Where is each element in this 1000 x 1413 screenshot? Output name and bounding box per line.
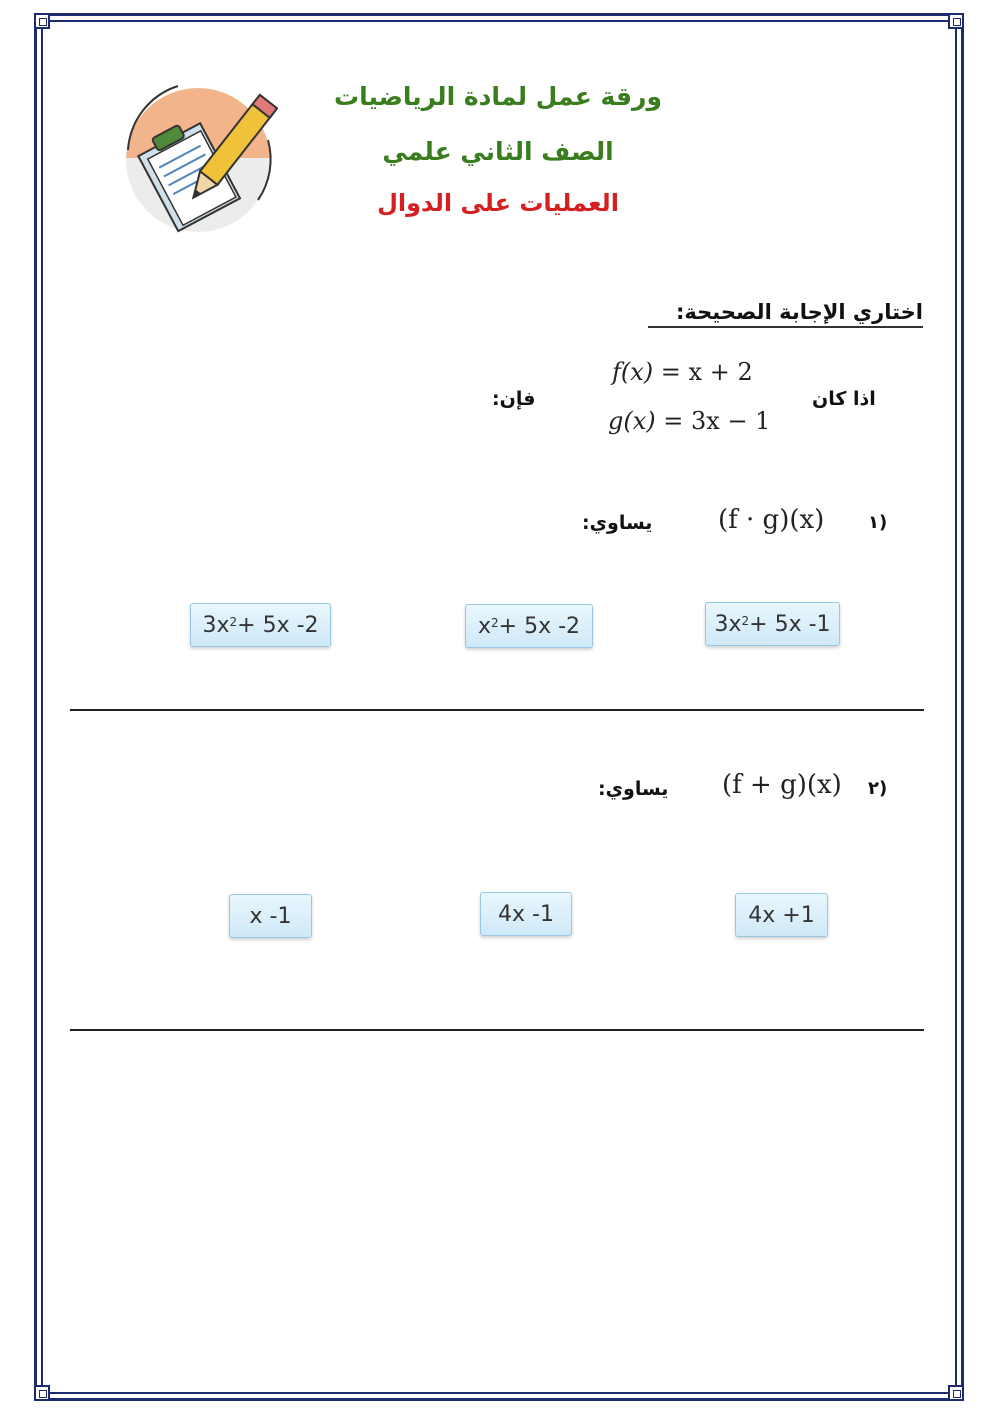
section-divider bbox=[70, 709, 924, 711]
question-2-number: ٢) bbox=[868, 778, 888, 799]
f-definition-rhs: = x + 2 bbox=[660, 358, 753, 386]
instruction-heading: اختاري الإجابة الصحيحة: bbox=[648, 300, 923, 328]
border-corner-ornament bbox=[948, 1385, 964, 1401]
border-corner-ornament bbox=[948, 13, 964, 29]
question-1-expression: (f · g)(x) bbox=[718, 505, 825, 535]
question-1-number: ١) bbox=[868, 512, 888, 533]
choice-rest: + 5x -1 bbox=[749, 611, 831, 637]
choice-base: 3x bbox=[202, 612, 230, 638]
choice-base: x bbox=[477, 613, 491, 639]
question-1-choice-2[interactable] bbox=[465, 604, 593, 648]
f-definition-lhs: f(x) bbox=[612, 358, 654, 386]
question-1-choice-1[interactable] bbox=[705, 602, 840, 646]
question-2-choice-1[interactable]: 4x +1 bbox=[735, 893, 828, 937]
g-definition bbox=[608, 407, 770, 435]
f-definition bbox=[612, 358, 753, 386]
choice-exponent: 2 bbox=[491, 616, 499, 630]
choice-exponent: 2 bbox=[229, 615, 238, 629]
question-1-choice-3[interactable] bbox=[190, 603, 331, 647]
g-definition-rhs: = 3x − 1 bbox=[663, 407, 771, 435]
worksheet-title: ورقة عمل لمادة الرياضيات bbox=[333, 82, 662, 111]
question-2-equals-label: يساوي: bbox=[598, 778, 669, 800]
then-label: فإن: bbox=[492, 388, 536, 410]
section-divider bbox=[70, 1029, 924, 1031]
choice-exponent: 2 bbox=[741, 614, 750, 628]
question-2-choice-2[interactable]: 4x -1 bbox=[480, 892, 572, 936]
question-2-expression: (f + g)(x) bbox=[722, 770, 842, 800]
border-corner-ornament bbox=[34, 1385, 50, 1401]
question-2-choice-3[interactable]: x -1 bbox=[229, 894, 312, 938]
g-definition-lhs: g(x) bbox=[608, 407, 656, 435]
clipboard-pencil-icon bbox=[118, 80, 278, 240]
question-1-equals-label: يساوي: bbox=[582, 512, 653, 534]
choice-rest: + 5x -2 bbox=[498, 613, 581, 639]
choice-base: 3x bbox=[714, 611, 742, 637]
grade-title: الصف الثاني علمي bbox=[382, 137, 614, 166]
choice-rest: + 5x -2 bbox=[237, 612, 319, 638]
if-label: اذا كان bbox=[812, 388, 876, 410]
topic-title: العمليات على الدوال bbox=[377, 189, 619, 217]
border-corner-ornament bbox=[34, 13, 50, 29]
